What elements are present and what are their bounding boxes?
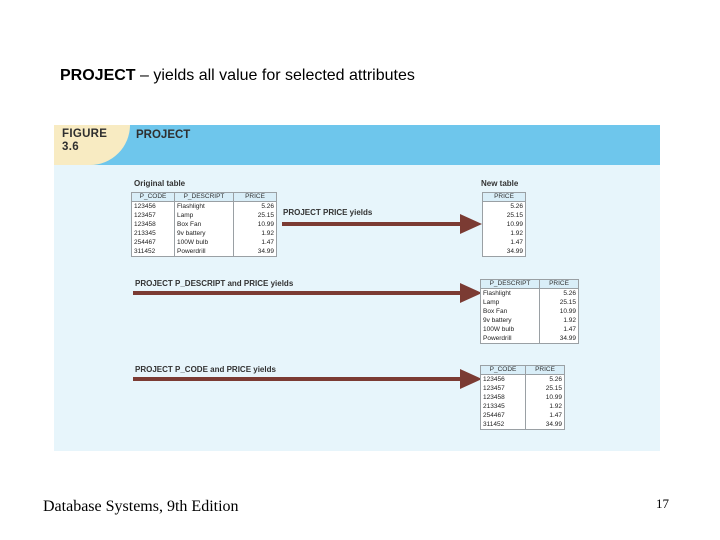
table-row — [481, 384, 565, 393]
column-header: PRICE — [234, 193, 277, 202]
projection-descript-price-table — [480, 279, 579, 344]
arrow-shaft — [282, 222, 462, 226]
table-row — [481, 411, 565, 420]
table-cell: 213345 — [481, 402, 526, 411]
table-cell: Box Fan — [481, 307, 540, 316]
table-cell: 1.92 — [540, 316, 579, 325]
table-header-row — [132, 193, 277, 202]
slide-title-description: – yields all value for selected attributes — [135, 67, 415, 84]
column-header: P_DESCRIPT — [175, 193, 234, 202]
table-cell: 25.15 — [540, 298, 579, 307]
table-cell: 1.47 — [234, 238, 277, 247]
table-row — [481, 316, 579, 325]
projection-price-caption: PROJECT PRICE yields — [283, 208, 373, 217]
table-row — [481, 334, 579, 344]
table-row — [132, 211, 277, 220]
table-row — [132, 229, 277, 238]
table-cell: 100W bulb — [175, 238, 234, 247]
table-cell: 9v battery — [175, 229, 234, 238]
table-cell: 254467 — [132, 238, 175, 247]
slide-title-keyword: PROJECT — [60, 67, 136, 84]
table-row — [483, 211, 526, 220]
table-cell: Lamp — [481, 298, 540, 307]
figure-title: PROJECT — [136, 129, 191, 141]
page-number: 17 — [656, 496, 669, 511]
table-cell: 5.26 — [540, 289, 579, 299]
table-cell: 34.99 — [483, 247, 526, 257]
table-cell: 9v battery — [481, 316, 540, 325]
table-cell: 1.92 — [483, 229, 526, 238]
figure-label-number: 3.6 — [62, 141, 79, 153]
table-cell: 1.47 — [483, 238, 526, 247]
table-cell: 25.15 — [483, 211, 526, 220]
column-header: P_DESCRIPT — [481, 280, 540, 289]
projection-code-price-caption: PROJECT P_CODE and PRICE yields — [135, 365, 276, 374]
table-row — [132, 220, 277, 229]
table-cell: 123458 — [132, 220, 175, 229]
table-row — [481, 289, 579, 299]
table-row — [481, 402, 565, 411]
projection-price-table — [482, 192, 526, 257]
table-cell: 254467 — [481, 411, 526, 420]
table-cell: 34.99 — [234, 247, 277, 257]
column-header: PRICE — [540, 280, 579, 289]
table-cell: 25.15 — [526, 384, 565, 393]
table-row — [481, 375, 565, 385]
table-cell: 123458 — [481, 393, 526, 402]
table-row — [483, 238, 526, 247]
table-cell: 311452 — [132, 247, 175, 257]
table-cell: 123456 — [132, 202, 175, 212]
table-cell: 34.99 — [540, 334, 579, 344]
table-cell: 25.15 — [234, 211, 277, 220]
projection-code-price-table — [480, 365, 565, 430]
column-header: PRICE — [526, 366, 565, 375]
arrow-head — [460, 283, 482, 303]
table-cell: 10.99 — [526, 393, 565, 402]
table-cell: 123456 — [481, 375, 526, 385]
table-cell: 5.26 — [526, 375, 565, 385]
column-header: P_CODE — [481, 366, 526, 375]
table-cell: 34.99 — [526, 420, 565, 430]
table-cell: Powerdrill — [481, 334, 540, 344]
table-cell: 311452 — [481, 420, 526, 430]
table-row — [132, 238, 277, 247]
table-cell: 1.47 — [540, 325, 579, 334]
table-row — [481, 325, 579, 334]
table-row — [481, 298, 579, 307]
original-table — [131, 192, 277, 257]
table-cell: 213345 — [132, 229, 175, 238]
arrow-shaft — [133, 377, 462, 381]
table-row — [481, 420, 565, 430]
original-table-caption: Original table — [134, 179, 186, 188]
table-row — [132, 247, 277, 257]
table-row — [483, 229, 526, 238]
table-cell: 1.47 — [526, 411, 565, 420]
column-header: P_CODE — [132, 193, 175, 202]
table-cell: 5.26 — [234, 202, 277, 212]
table-cell: 10.99 — [483, 220, 526, 229]
table-cell: 5.26 — [483, 202, 526, 212]
table-cell: Lamp — [175, 211, 234, 220]
table-header-row — [481, 366, 565, 375]
table-cell: 100W bulb — [481, 325, 540, 334]
table-cell: 10.99 — [234, 220, 277, 229]
table-cell: 1.92 — [526, 402, 565, 411]
table-cell: Box Fan — [175, 220, 234, 229]
projection-descript-price-caption: PROJECT P_DESCRIPT and PRICE yields — [135, 279, 294, 288]
table-row — [483, 220, 526, 229]
arrow-shaft — [133, 291, 462, 295]
table-header-row — [483, 193, 526, 202]
arrow-head — [460, 369, 482, 389]
figure-3-6 — [54, 125, 660, 451]
table-row — [132, 202, 277, 212]
new-table-caption: New table — [481, 179, 519, 188]
table-cell: Flashlight — [481, 289, 540, 299]
footer-book-title: Database Systems, 9th Edition — [43, 498, 239, 515]
table-row — [483, 202, 526, 212]
table-cell: 123457 — [481, 384, 526, 393]
table-cell: Flashlight — [175, 202, 234, 212]
table-row — [481, 393, 565, 402]
table-cell: 10.99 — [540, 307, 579, 316]
table-row — [481, 307, 579, 316]
slide-title — [60, 67, 415, 85]
arrow-head — [460, 214, 482, 234]
figure-label-word: FIGURE — [62, 128, 108, 140]
table-cell: 1.92 — [234, 229, 277, 238]
figure-label — [62, 128, 107, 154]
column-header: PRICE — [483, 193, 526, 202]
table-row — [483, 247, 526, 257]
table-cell: 123457 — [132, 211, 175, 220]
table-cell: Powerdrill — [175, 247, 234, 257]
table-header-row — [481, 280, 579, 289]
